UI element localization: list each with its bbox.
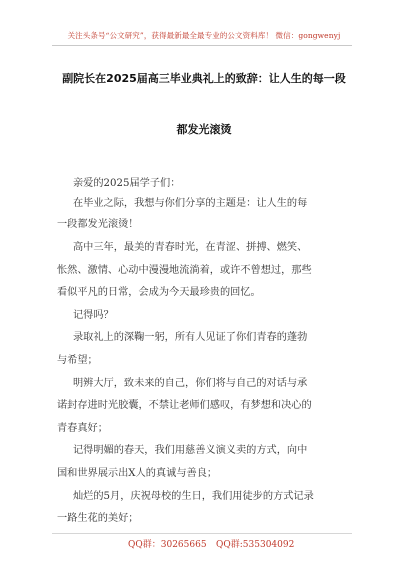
paragraph-line: 灿烂的5月，庆祝母校的生日，我们用徒步的方式记录 — [73, 491, 314, 502]
paragraph-line: 国和世界展示出X人的真诚与善良； — [57, 468, 218, 479]
paragraph-line: 怅然、激情、心动中漫漫地流淌着，或许不曾想过，那些 — [57, 265, 312, 276]
paragraph-line: 一路生花的美好； — [57, 513, 139, 524]
paragraph-line: 看似平凡的日常，会成为今天最珍贵的回忆。 — [57, 287, 261, 298]
paragraph-line: 记得明媚的春天，我们用慈善义演义卖的方式，向中 — [73, 445, 308, 456]
header-divider — [52, 45, 352, 46]
footer-divider — [52, 533, 352, 534]
paragraph-line: 一段都发光滚烫！ — [57, 219, 139, 230]
document-title-line-2: 都发光滚烫 — [176, 123, 232, 136]
paragraph-line: 在毕业之际，我想与你们分享的主题是：让人生的每 — [73, 198, 308, 209]
paragraph-line: 与希望； — [57, 355, 98, 366]
footer-qq-group-2: QQ群:535304092 — [216, 540, 295, 550]
paragraph-line: 青春真好； — [57, 423, 108, 434]
paragraph-line: 高中三年，最美的青春时光，在青涩、拼搏、燃笑、 — [73, 242, 308, 253]
header-banner: 关注头条号“公文研究”，获得最新最全最专业的公文资料库！ 微信：gongwenyj — [67, 31, 341, 40]
paragraph-line: 明辨大厅，致未来的自己，你们将与自己的对话与承 — [73, 378, 308, 389]
salutation: 亲爱的2025届学子们： — [73, 178, 181, 189]
paragraph-line: 录取礼上的深鞠一躬，所有人见证了你们青春的蓬勃 — [73, 332, 308, 343]
footer-qq-group-1: QQ群：30265665 — [128, 540, 207, 550]
document-title-line-1: 副院长在2025届高三毕业典礼上的致辞：让人生的每一段 — [62, 72, 346, 85]
paragraph-line: 诺封存进时光胶囊，不禁让老师们感叹，有梦想和决心的 — [57, 400, 312, 411]
paragraph-line: 记得吗？ — [73, 310, 114, 321]
